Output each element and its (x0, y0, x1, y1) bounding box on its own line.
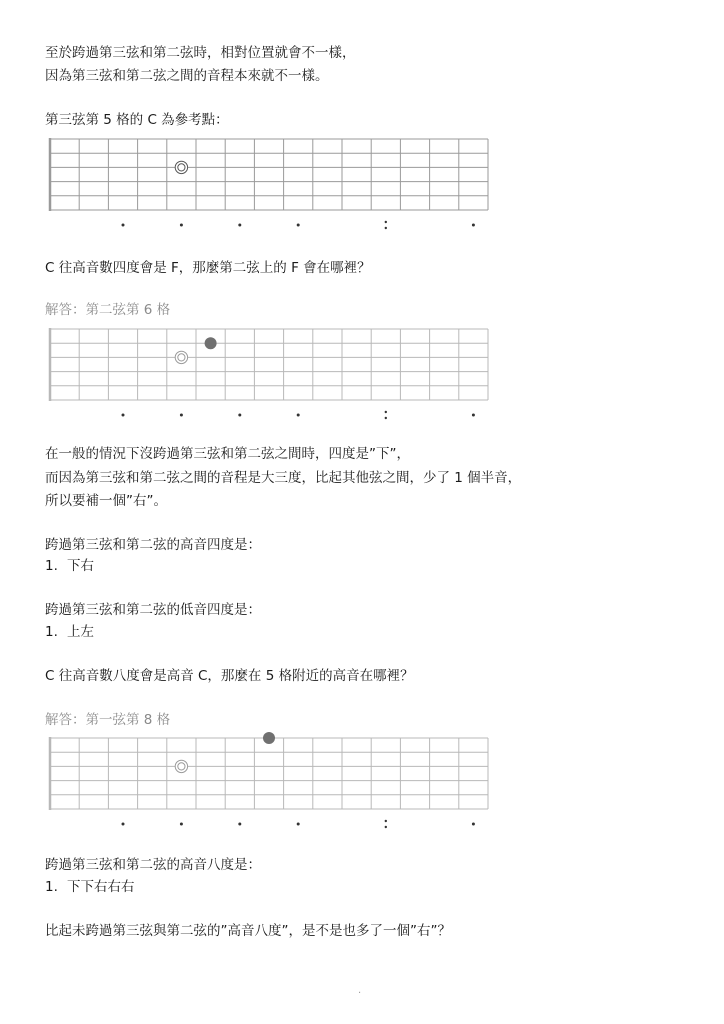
inlay-marker (385, 826, 387, 828)
list-number: 1. (45, 558, 58, 574)
fretboard-octave-answer (48, 737, 493, 832)
inlay-marker (472, 224, 475, 227)
inlay-marker (472, 823, 475, 826)
answer-fourth: 解答：第二弦第 6 格 (45, 302, 171, 318)
list-text: 下右 (67, 558, 94, 574)
answer-octave: 解答：第一弦第 8 格 (45, 712, 171, 728)
intro-line-2: 因為第三弦和第二弦之間的音程本來就不一樣。 (45, 68, 329, 84)
target-note (205, 337, 217, 349)
fretboard-fourth-answer (48, 328, 493, 423)
inlay-marker (297, 823, 300, 826)
list-text: 上左 (67, 624, 94, 640)
fretboard-reference (48, 138, 493, 233)
list-text: 下下右右右 (67, 879, 135, 895)
low-fourth-heading: 跨過第三弦和第二弦的低音四度是： (45, 602, 261, 618)
low-fourth-item (45, 622, 94, 642)
inlay-marker (385, 411, 387, 413)
high-fourth-heading: 跨過第三弦和第二弦的高音四度是： (45, 537, 261, 553)
high-octave-heading: 跨過第三弦和第二弦的高音八度是： (45, 857, 261, 873)
reference-note-outer (175, 161, 187, 173)
inlay-marker (180, 823, 183, 826)
explain-line-1: 在一般的情況下沒跨過第三弦和第二弦之間時，四度是”下”， (45, 446, 410, 462)
list-number: 1. (45, 624, 58, 640)
reference-note-outer (175, 760, 187, 772)
inlay-marker (122, 414, 125, 417)
high-fourth-item (45, 556, 94, 576)
inlay-marker (297, 414, 300, 417)
inlay-marker (122, 224, 125, 227)
inlay-marker (385, 227, 387, 229)
inlay-marker (385, 820, 387, 822)
high-octave-item (45, 877, 135, 897)
footer-mark: . (358, 985, 362, 996)
inlay-marker (180, 414, 183, 417)
question-fourth: C 往高音數四度會是 F，那麼第二弦上的 F 會在哪裡？ (45, 260, 371, 276)
inlay-marker (180, 224, 183, 227)
list-number: 1. (45, 879, 58, 895)
reference-note-outer (175, 351, 187, 363)
closing-question: 比起未跨過第三弦與第二弦的”高音八度”，是不是也多了一個”右”？ (45, 923, 451, 939)
inlay-marker (385, 417, 387, 419)
inlay-marker (238, 224, 241, 227)
inlay-marker (297, 224, 300, 227)
inlay-marker (122, 823, 125, 826)
inlay-marker (238, 823, 241, 826)
inlay-marker (238, 414, 241, 417)
intro-line-1: 至於跨過第三弦和第二弦時，相對位置就會不一樣， (45, 45, 356, 61)
reference-heading: 第三弦第 5 格的 C 為參考點： (45, 112, 229, 128)
explain-line-3: 所以要補一個”右”。 (45, 493, 167, 509)
question-octave: C 往高音數八度會是高音 C，那麼在 5 格附近的高音在哪裡？ (45, 668, 414, 684)
target-note (263, 732, 275, 744)
inlay-marker (472, 414, 475, 417)
inlay-marker (385, 221, 387, 223)
explain-line-2: 而因為第三弦和第二弦之間的音程是大三度，比起其他弦之間，少了 1 個半音， (45, 470, 522, 486)
